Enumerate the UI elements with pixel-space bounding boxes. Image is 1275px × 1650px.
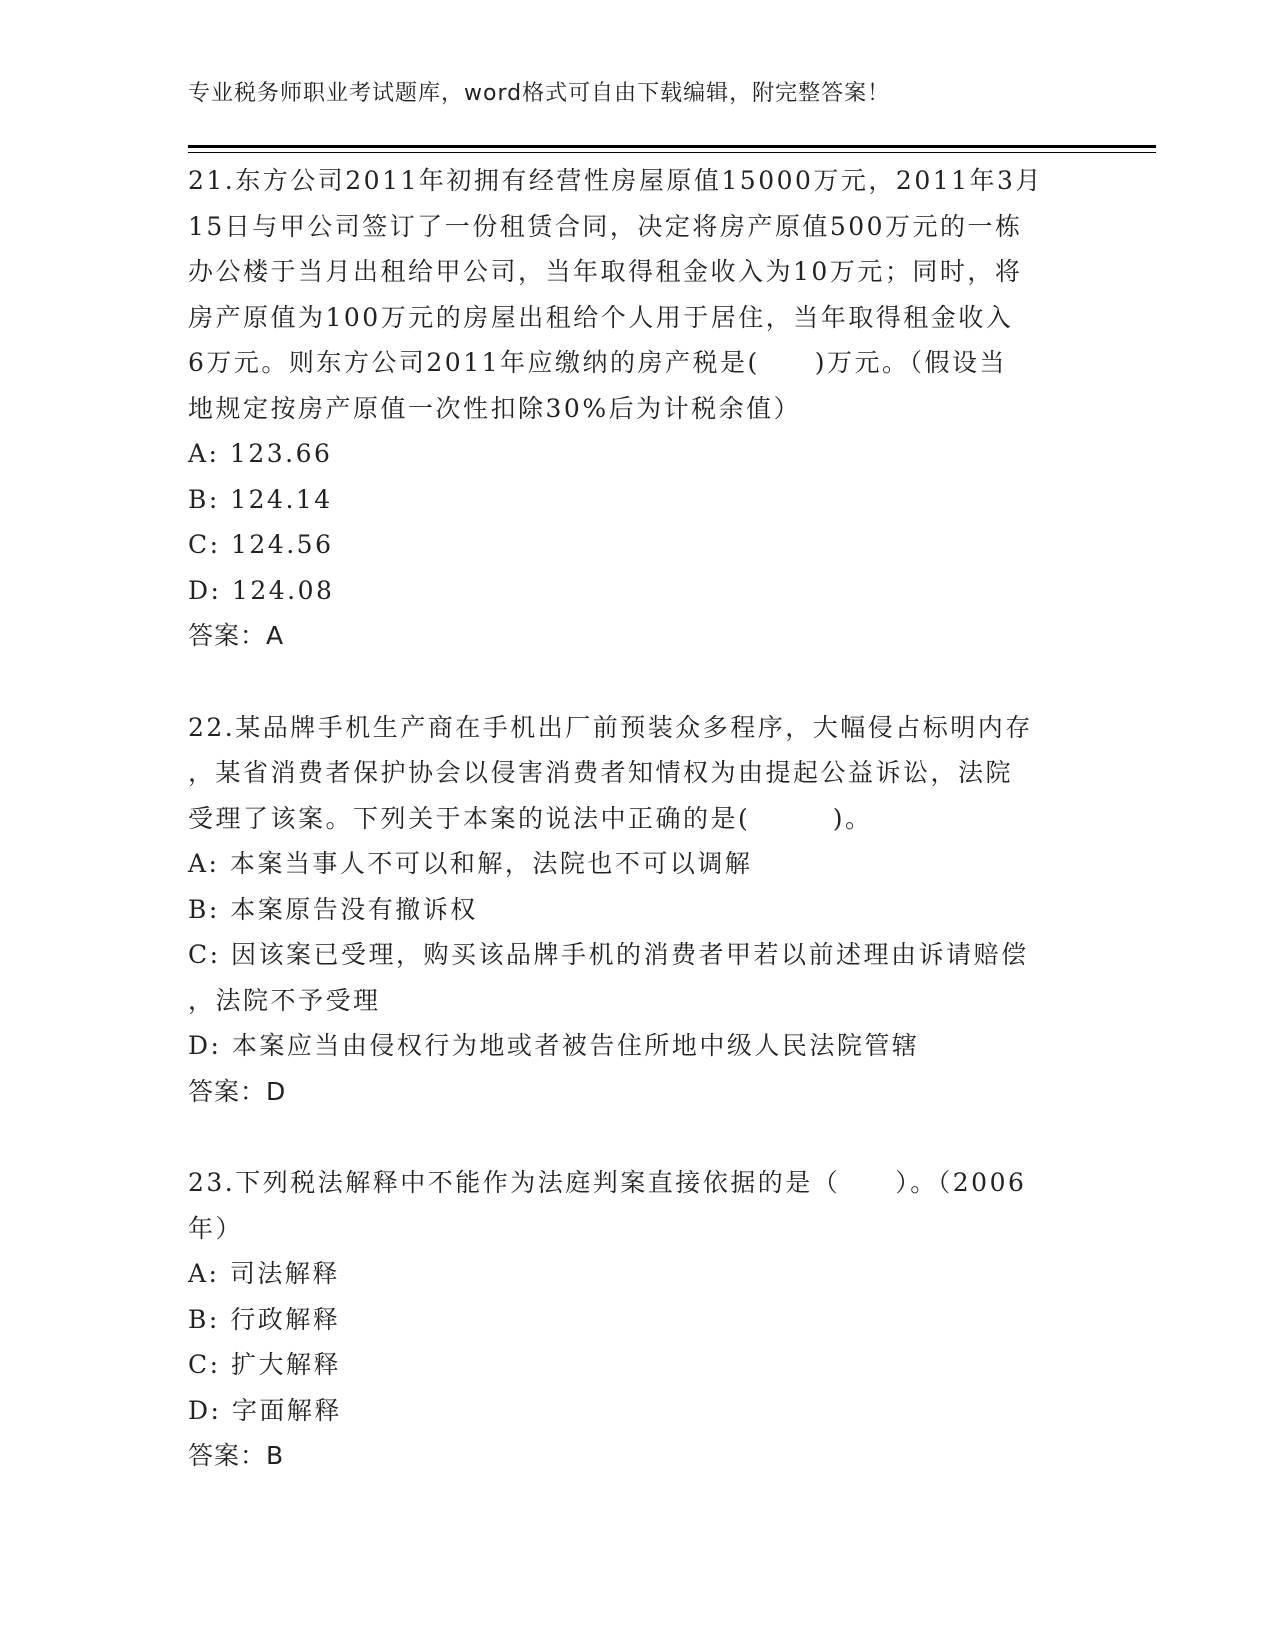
answer: 答案：B	[188, 1441, 285, 1470]
question-list	[188, 158, 1078, 1479]
option-c: C: 124.56	[188, 530, 334, 559]
question-stem-line: 办公楼于当月出租给甲公司，当年取得租金收入为10万元；同时，将	[188, 257, 1023, 286]
question-stem-line: 21.东方公司2011年初拥有经营性房屋原值15000万元，2011年3月	[188, 166, 1043, 195]
option-b: B: 行政解释	[188, 1304, 341, 1334]
question-stem-line: 地规定按房产原值一次性扣除30%后为计税余值）	[188, 393, 802, 423]
question-stem-line: 22.某品牌手机生产商在手机出厂前预装众多程序，大幅侵占标明内存	[188, 712, 1033, 742]
option-d: D: 本案应当由侵权行为地或者被告住所地中级人民法院管辖	[188, 1031, 920, 1060]
option-b: B: 124.14	[188, 484, 333, 514]
option-c: C: 扩大解释	[188, 1350, 341, 1379]
answer: 答案：D	[188, 1076, 287, 1106]
spacer	[188, 1114, 1078, 1160]
option-d: D: 124.08	[188, 575, 335, 605]
question-stem-line: ，某省消费者保护协会以侵害消费者知情权为由提起公益诉讼，法院	[188, 758, 1014, 787]
question-23	[188, 1160, 1078, 1479]
option-a: A: 123.66	[188, 439, 333, 468]
question-stem-line: 年）	[188, 1213, 244, 1243]
question-22	[188, 705, 1078, 1115]
header-rule-thick	[188, 145, 1156, 148]
question-stem-line: 6万元。则东方公司2011年应缴纳的房产税是( )万元。（假设当	[188, 348, 1008, 377]
answer: 答案：A	[188, 621, 285, 650]
option-c: C: 因该案已受理，购买该品牌手机的消费者甲若以前述理由诉请赔偿	[188, 940, 1029, 969]
page-header: 专业税务师职业考试题库，word格式可自由下载编辑，附完整答案！	[188, 81, 891, 106]
header-rule-thin	[188, 152, 1156, 153]
option-c-continued: ，法院不予受理	[188, 985, 381, 1015]
option-a: A: 司法解释	[188, 1259, 340, 1288]
question-stem-line: 23.下列税法解释中不能作为法庭判案直接依据的是（ ）。（2006	[188, 1168, 1027, 1197]
question-stem-line: 房产原值为100万元的房屋出租给个人用于居住，当年取得租金收入	[188, 302, 1014, 332]
option-b: B: 本案原告没有撤诉权	[188, 894, 478, 924]
question-stem-line: 受理了该案。下列关于本案的说法中正确的是( )。	[188, 803, 873, 833]
spacer	[188, 659, 1078, 705]
option-a: A: 本案当事人不可以和解，法院也不可以调解	[188, 849, 753, 878]
option-d: D: 字面解释	[188, 1395, 342, 1425]
question-21	[188, 158, 1078, 659]
question-stem-line: 15日与甲公司签订了一份租赁合同，决定将房产原值500万元的一栋	[188, 211, 1023, 241]
